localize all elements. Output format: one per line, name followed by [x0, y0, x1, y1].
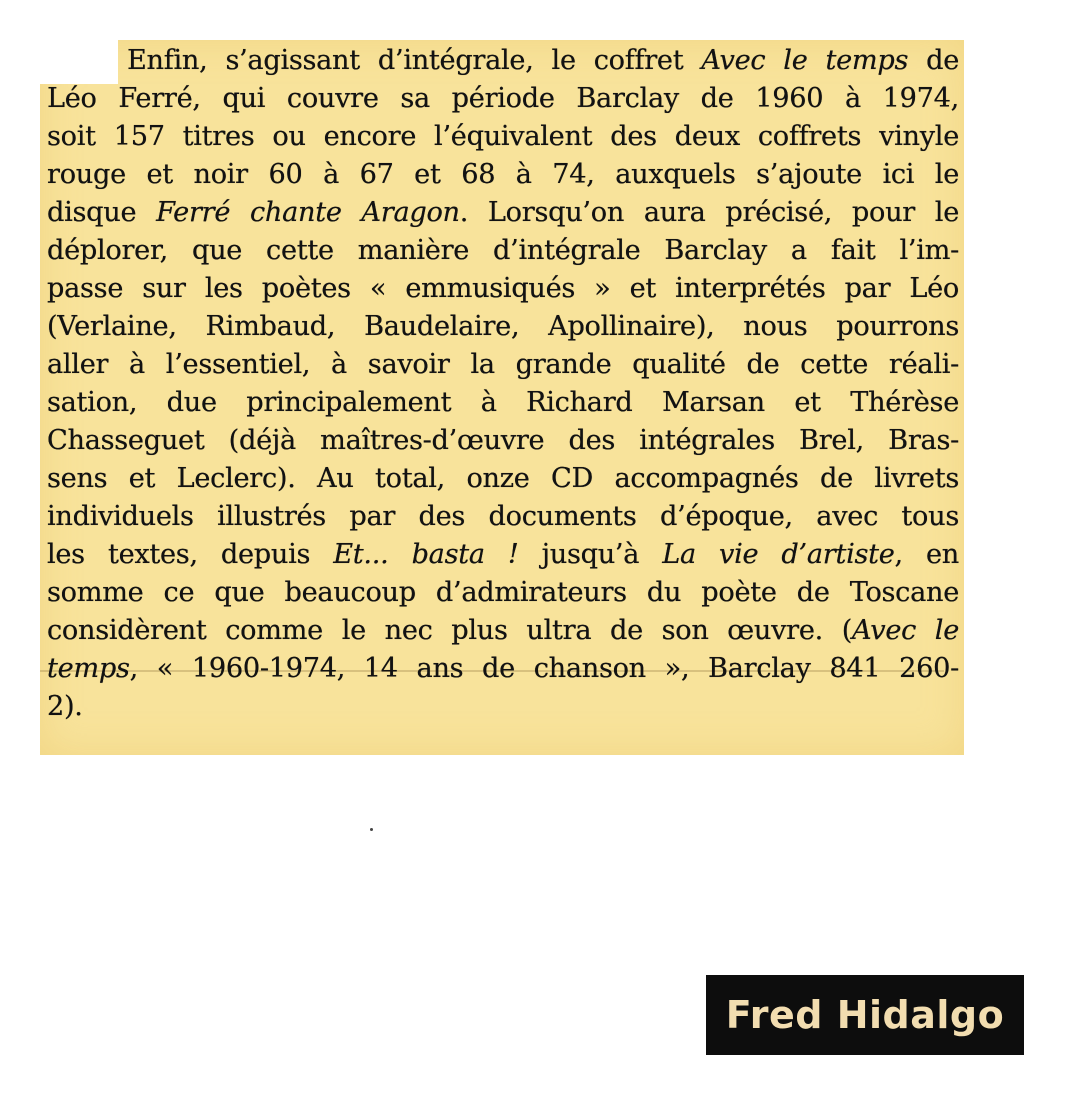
article-text-segment: (Verlaine, Rimbaud, Baudelaire, Apollinaire), nous pourrons: [47, 311, 959, 342]
article-line: [47, 42, 959, 80]
article-text-segment: rouge et noir 60 à 67 et 68 à 74, auxquels s’ajoute ici le: [47, 159, 959, 190]
article-text-segment: sation, due principalement à Richard Marsan et Thérèse: [47, 387, 959, 418]
article-line: [47, 422, 959, 460]
article-line: [47, 574, 959, 612]
article-text-segment: somme ce que beaucoup d’admirateurs du poète de Toscane: [47, 577, 959, 608]
article-text-segment: 2).: [47, 691, 83, 722]
article-line: [47, 346, 959, 384]
article-title-italic: Avec le: [852, 615, 959, 646]
article-line: [47, 688, 959, 726]
article-title-italic: temps: [47, 653, 130, 684]
article-text-segment: . Lorsqu’on aura précisé, pour le: [459, 197, 959, 228]
article-text-segment: soit 157 titres ou encore l’équivalent des deux coffrets vinyle: [47, 121, 959, 152]
article-text-segment: sens et Leclerc). Au total, onze CD accompagnés de livrets: [47, 463, 959, 494]
article-line: [47, 270, 959, 308]
article-line: [47, 80, 959, 118]
article-text-segment: déplorer, que cette manière d’intégrale Barclay a fait l’im-: [47, 235, 959, 266]
article-text-segment: , « 1960-1974, 14 ans de chanson », Barclay 841 260-: [129, 653, 959, 684]
author-name: Fred Hidalgo: [725, 993, 1005, 1037]
dust-speck: [370, 828, 373, 831]
article-text-segment: de: [908, 45, 959, 76]
article-text-segment: aller à l’essentiel, à savoir la grande qualité de cette réali-: [47, 349, 959, 380]
article-text-segment: Chasseguet (déjà maîtres-d’œuvre des intégrales Brel, Bras-: [47, 425, 959, 456]
article-text-segment: passe sur les poètes « emmusiqués » et interprétés par Léo: [47, 273, 959, 304]
article-text-segment: individuels illustrés par des documents d’époque, avec tous: [47, 501, 959, 532]
article-title-italic: Ferré chante Aragon: [156, 197, 460, 228]
article-line: [47, 460, 959, 498]
article-line: [47, 612, 959, 650]
article-text-segment: , en: [894, 539, 959, 570]
article-title-italic: Avec le temps: [701, 45, 909, 76]
article-line: [47, 194, 959, 232]
article-text-segment: jusqu’à: [518, 539, 663, 570]
article-text: [47, 42, 959, 726]
article-line: [47, 156, 959, 194]
article-text-segment: Léo Ferré, qui couvre sa période Barclay de 1960 à 1974,: [47, 83, 959, 114]
article-line: [47, 118, 959, 156]
article-line: [47, 384, 959, 422]
article-text-segment: Enfin, s’agissant d’intégrale, le coffret: [127, 45, 702, 76]
article-line: [47, 232, 959, 270]
article-title-italic: Et... basta !: [333, 539, 519, 570]
article-line: [47, 498, 959, 536]
article-title-italic: La vie d’artiste: [662, 539, 895, 570]
author-signature: [706, 975, 1024, 1055]
article-text-segment: les textes, depuis: [47, 539, 334, 570]
article-line: [47, 308, 959, 346]
article-text-segment: disque: [47, 197, 157, 228]
article-text-segment: considèrent comme le nec plus ultra de son œuvre. (: [47, 615, 853, 646]
article-line: [47, 536, 959, 574]
article-line: [47, 650, 959, 688]
